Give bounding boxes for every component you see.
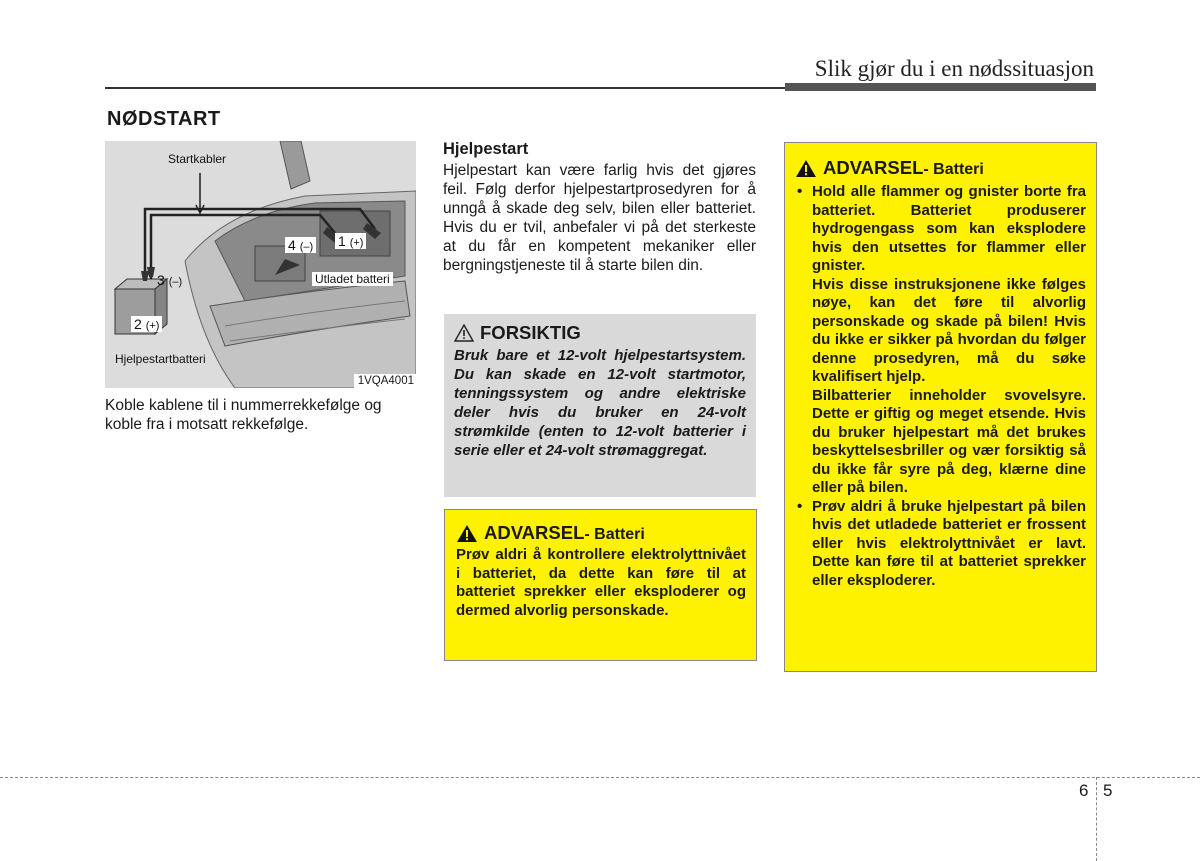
jumpstart-heading: Hjelpestart	[443, 140, 529, 158]
warning-bullet-1-p3: Bilbatterier inneholder svovelsyre. Dette er giftig og meget etsende. Hvis du bruker hjelpestart må det brukes beskyttelsesbriller og vær forsiktig så du ikke får syre på deg, klærne dine eller på bilen.	[812, 386, 1086, 496]
warning-small-title	[484, 522, 645, 544]
warning-large-title-main: ADVARSEL	[823, 157, 924, 178]
step-3-polarity: (–)	[168, 276, 183, 288]
warning-box-battery	[784, 142, 1097, 672]
car-engine-bay-drawing	[105, 141, 416, 388]
header-rule-accent	[785, 83, 1096, 91]
footer-rule	[0, 777, 1200, 778]
step-2-polarity: (+)	[145, 320, 160, 332]
jumpstart-section	[443, 140, 756, 275]
warning-triangle-icon	[456, 524, 478, 543]
caution-box	[444, 314, 756, 497]
warning-bullet-flames	[795, 183, 1086, 498]
label-step-1	[335, 233, 366, 249]
label-startkabler: Startkabler	[168, 152, 227, 166]
label-dead-battery: Utladet batteri	[312, 272, 393, 286]
warning-bullet-frozen	[795, 498, 1086, 591]
figure-caption: Koble kablene til i nummerrekkefølge og koble fra i motsatt rekkefølge.	[105, 397, 382, 433]
caution-title: FORSIKTIG	[480, 322, 581, 343]
warning-small-subtitle: - Batteri	[584, 526, 645, 543]
caution-triangle-icon	[454, 324, 474, 342]
warning-bullet-2: • Prøv aldri å bruke hjelpestart på bilen hvis det utladede batteriet er frossent eller hvis elektrolyttnivået er lavt. Dette kan føre til at batteriet sprekker eller eksploderer.	[812, 497, 1086, 589]
step-2-number: 2	[134, 316, 142, 332]
step-1-polarity: (+)	[349, 237, 364, 249]
caution-text: Bruk bare et 12-volt hjelpestartsystem. Du kan skade en 12-volt startmotor, tenningssystem og andre elektriske deler hvis du bruker en 24-volt strømkilde (enten to 12-volt batterier i serie eller et 24-volt strømaggregat.	[454, 347, 746, 459]
step-3-number: 3	[157, 272, 165, 288]
jumpstart-illustration	[105, 141, 416, 388]
label-booster-battery: Hjelpestartbatteri	[115, 352, 206, 366]
footer-divider	[1096, 777, 1097, 861]
warning-small-text: Prøv aldri å kontrollere elektrolyttnivået i batteriet, da dette kan føre til at batteriet sprekker eller eksploderer og dermed alvorlig personskade.	[456, 546, 746, 619]
warning-small-title-main: ADVARSEL	[484, 522, 585, 543]
page-number: 5	[1103, 781, 1113, 800]
label-step-4	[285, 237, 316, 253]
warning-large-title	[823, 157, 984, 179]
label-step-2	[131, 316, 162, 332]
step-1-number: 1	[338, 233, 346, 249]
running-header: Slik gjør du i en nødssituasjon	[814, 56, 1094, 81]
header-rule	[105, 87, 785, 89]
step-4-polarity: (–)	[299, 241, 314, 253]
jumpstart-text: Hjelpestart kan være farlig hvis det gjøres feil. Følg derfor hjelpestartprosedyren for å unngå å skade deg selv, bilen eller batteriet. Hvis du er tvil, anbefaler vi på det sterkeste at du får en kompetent mekaniker eller bergningstjeneste til å starte bilen din.	[443, 162, 756, 274]
warning-bullet-1-p1: • Hold alle flammer og gnister borte fra batteriet. Batteriet produserer hydrogengass som kan eksplodere hvis den utsettes for flammer eller gnister.	[812, 183, 1086, 274]
step-4-number: 4	[288, 237, 296, 253]
warning-bullet-1-p2: Hvis disse instruksjonene ikke følges nøye, kan det føre til alvorlig personskade og skade på bilen! Hvis du ikke er sikker på hvordan du følger denne prosedyren, må du søke kvalifisert hjelp.	[812, 275, 1086, 385]
chapter-number: 6	[1079, 781, 1089, 800]
warning-box-electrolyte	[444, 509, 757, 661]
warning-list	[795, 183, 1086, 590]
section-title: NØDSTART	[107, 108, 221, 130]
warning-large-subtitle: - Batteri	[923, 161, 984, 178]
figure-code: 1VQA4001	[354, 374, 416, 388]
warning-triangle-icon	[795, 159, 817, 178]
label-step-3	[157, 272, 182, 288]
